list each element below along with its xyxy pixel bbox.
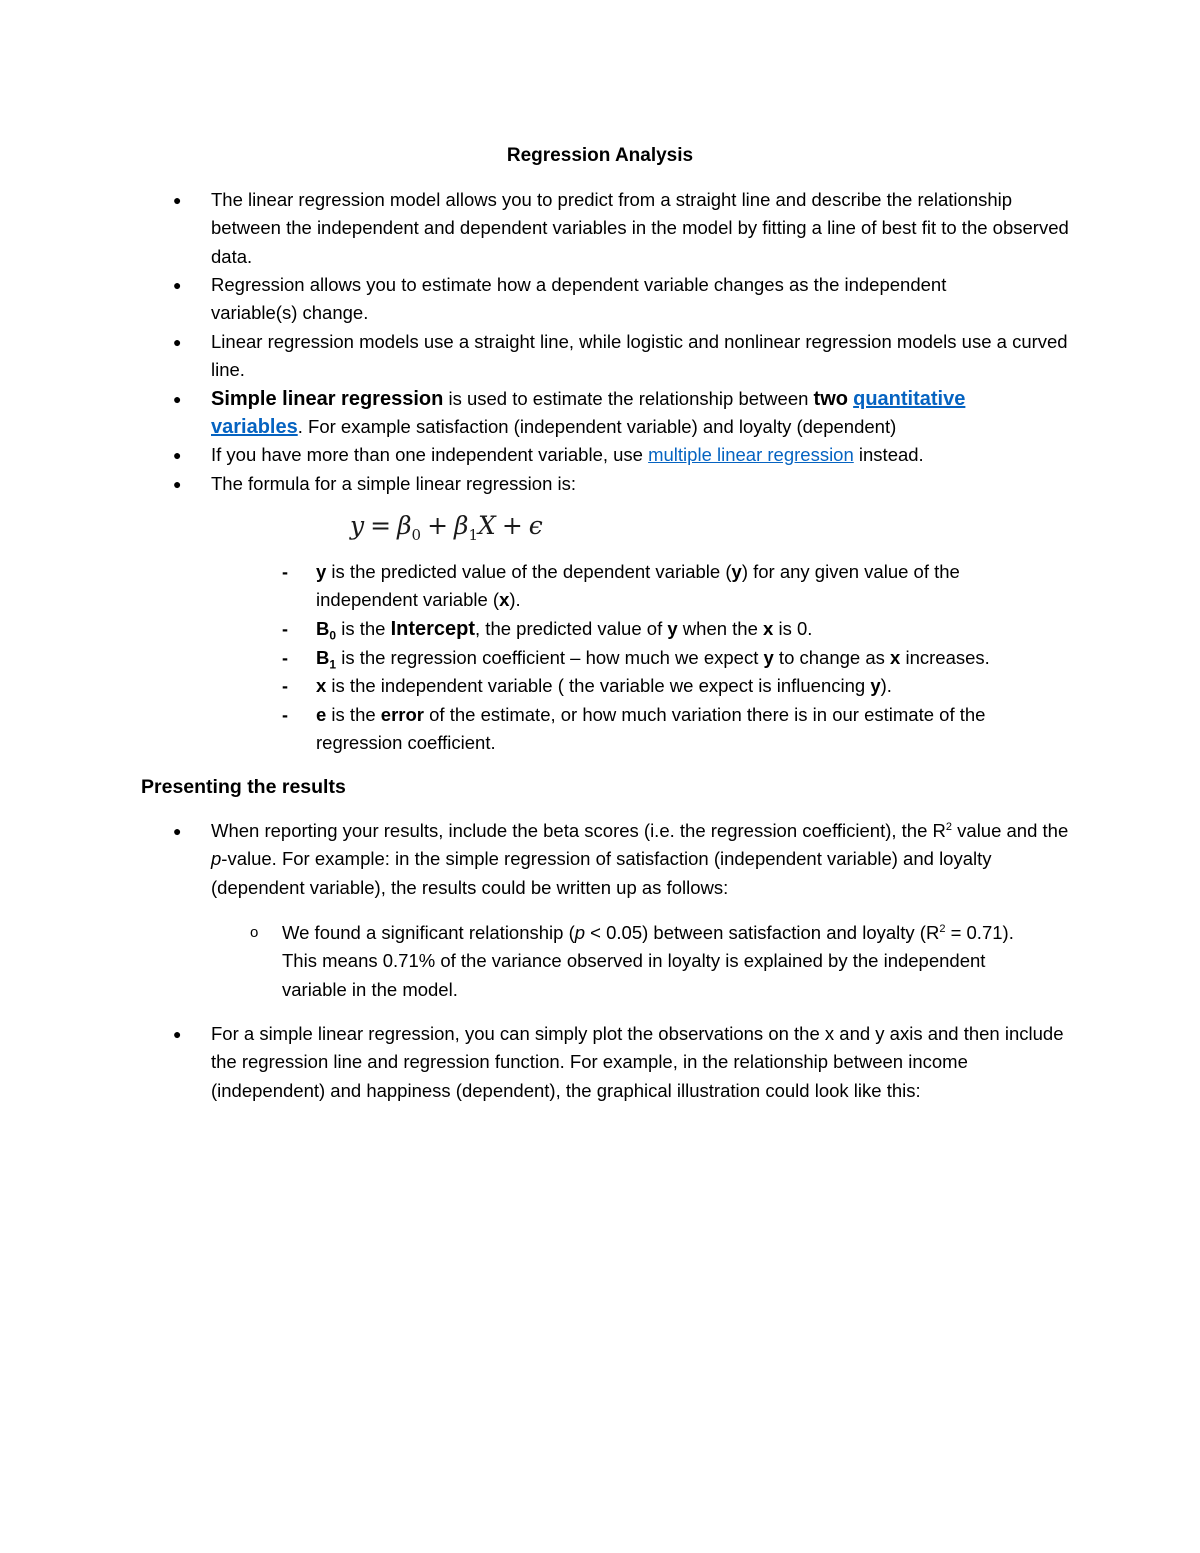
section-heading: Presenting the results: [141, 776, 346, 798]
term-y: y: [731, 561, 742, 582]
result-text: = 0.71). This means 0.71% of the variance observed in loyalty is explained by the independent variable in the model.: [282, 922, 1014, 1000]
result-text: < 0.05) between satisfaction and loyalty (R: [585, 922, 940, 943]
formula-equals: =: [370, 511, 392, 540]
term-text: is the: [326, 704, 381, 725]
formula-plus: +: [501, 511, 523, 540]
term-x: x: [763, 618, 774, 639]
dash-icon: -: [282, 562, 288, 582]
regression-formula: [350, 509, 543, 543]
term-x: x: [890, 647, 901, 668]
result-text: We found a significant relationship (: [282, 922, 575, 943]
intercept-term: Intercept: [390, 618, 476, 640]
bullet-icon: ●: [173, 391, 182, 407]
formula-sub0: 0: [411, 526, 422, 544]
page-title: Regression Analysis: [506, 145, 694, 166]
dash-icon: -: [282, 619, 288, 639]
result-text: When reporting your results, include the beta scores (i.e. the regression coefficient), the R: [211, 820, 946, 841]
bullet-5-tail: instead.: [853, 444, 924, 465]
bullet-item-2: Regression allows you to estimate how a dependent variable changes as the independent variable(s) change.: [211, 274, 947, 324]
term-text: , the predicted value of: [475, 618, 668, 639]
formula-y: y: [350, 511, 365, 540]
term-y: y: [667, 618, 678, 639]
r-squared-sup: 2: [939, 922, 946, 935]
term-y: y: [316, 561, 327, 582]
term-item-x: [316, 672, 1076, 700]
bullet-5-text: If you have more than one independent variable, use: [211, 444, 649, 465]
term-item-b1: [316, 644, 1076, 672]
bullet-icon: ●: [173, 447, 182, 463]
formula-x: X: [478, 511, 496, 540]
term-text: ) for any given value of the independent variable (: [316, 561, 960, 611]
formula-epsilon: ϵ: [528, 511, 543, 540]
bullet-icon: ●: [173, 476, 182, 492]
term-item-b0: [316, 615, 1056, 643]
bullet-item-3: Linear regression models use a straight line, while logistic and nonlinear regression models use a curved line.: [211, 331, 1068, 381]
formula-beta1: β: [454, 511, 469, 540]
multiple-linear-regression-link[interactable]: multiple linear regression: [648, 444, 854, 465]
term-text: is the regression coefficient – how much we expect: [336, 647, 764, 668]
bullet-icon: ●: [173, 277, 182, 293]
bullet-icon: ●: [173, 1026, 182, 1042]
term-x: x: [316, 675, 327, 696]
term-item-e: [316, 701, 1056, 758]
term-y: y: [763, 647, 774, 668]
error-term: error: [380, 704, 424, 725]
term-sub: 0: [329, 628, 337, 643]
formula-sub1: 1: [468, 526, 479, 544]
bullet-icon: ●: [173, 823, 182, 839]
result-text: value and the: [952, 820, 1069, 841]
bullet-icon: ●: [173, 334, 182, 350]
two-term: two: [813, 388, 848, 410]
bullet-item-5: [211, 441, 1071, 469]
bullet-item-1: The linear regression model allows you to predict from a straight line and describe the relationship between the independent and dependent variables in the model by fitting a line of best fit to the observed data.: [211, 189, 1069, 267]
result-text: -value. For example: in the simple regression of satisfaction (independent variable) and loyalty (dependent variable), the results could be written up as follows:: [211, 848, 992, 898]
formula-plus: +: [427, 511, 449, 540]
term-x: x: [499, 589, 510, 611]
term-b: B: [316, 647, 330, 668]
term-text: ).: [880, 675, 892, 696]
bullet-icon: ●: [173, 192, 182, 208]
term-item-y: [316, 558, 1056, 615]
dash-icon: -: [282, 648, 288, 668]
result-sub-item: [282, 919, 1042, 1004]
term-b: B: [316, 618, 330, 639]
term-text: is the: [336, 618, 391, 639]
circle-bullet-icon: o: [250, 924, 259, 941]
term-text: when the: [677, 618, 764, 639]
term-sub: 1: [329, 657, 337, 672]
simple-linear-regression-term: Simple linear regression: [211, 388, 444, 410]
bullet-4-tail: . For example satisfaction (independent variable) and loyalty (dependent): [297, 416, 897, 438]
term-text: increases.: [900, 647, 990, 668]
term-text: of the estimate, or how much variation there is in our estimate of the regression coefficient.: [316, 704, 986, 754]
result-item-2: For a simple linear regression, you can simply plot the observations on the x and y axis and then include the regression line and regression function. For example, in the relationship between income (independent) and happiness (dependent), the graphical illustration could look like this:: [211, 1023, 1064, 1101]
term-y: y: [870, 675, 881, 696]
dash-icon: -: [282, 705, 288, 725]
result-item-1: [211, 817, 1071, 902]
term-text: is 0.: [773, 618, 813, 639]
bullet-item-6: The formula for a simple linear regression is:: [211, 473, 577, 494]
term-text: to change as: [773, 647, 891, 668]
formula-beta0: β: [397, 511, 412, 540]
term-text: is the independent variable ( the variable we expect is influencing: [326, 675, 871, 696]
term-text: is the predicted value of the dependent variable (: [326, 561, 732, 582]
bullet-4-text: is used to estimate the relationship between: [443, 388, 814, 409]
term-text: ).: [509, 589, 521, 611]
quantitative-variables-link[interactable]: quantitative variables: [211, 388, 966, 439]
bullet-item-4: [211, 385, 1011, 442]
p-symbol: p: [574, 922, 586, 943]
term-e: e: [316, 704, 327, 725]
dash-icon: -: [282, 676, 288, 696]
p-symbol: p: [211, 848, 222, 870]
r-squared-sup: 2: [945, 820, 953, 833]
